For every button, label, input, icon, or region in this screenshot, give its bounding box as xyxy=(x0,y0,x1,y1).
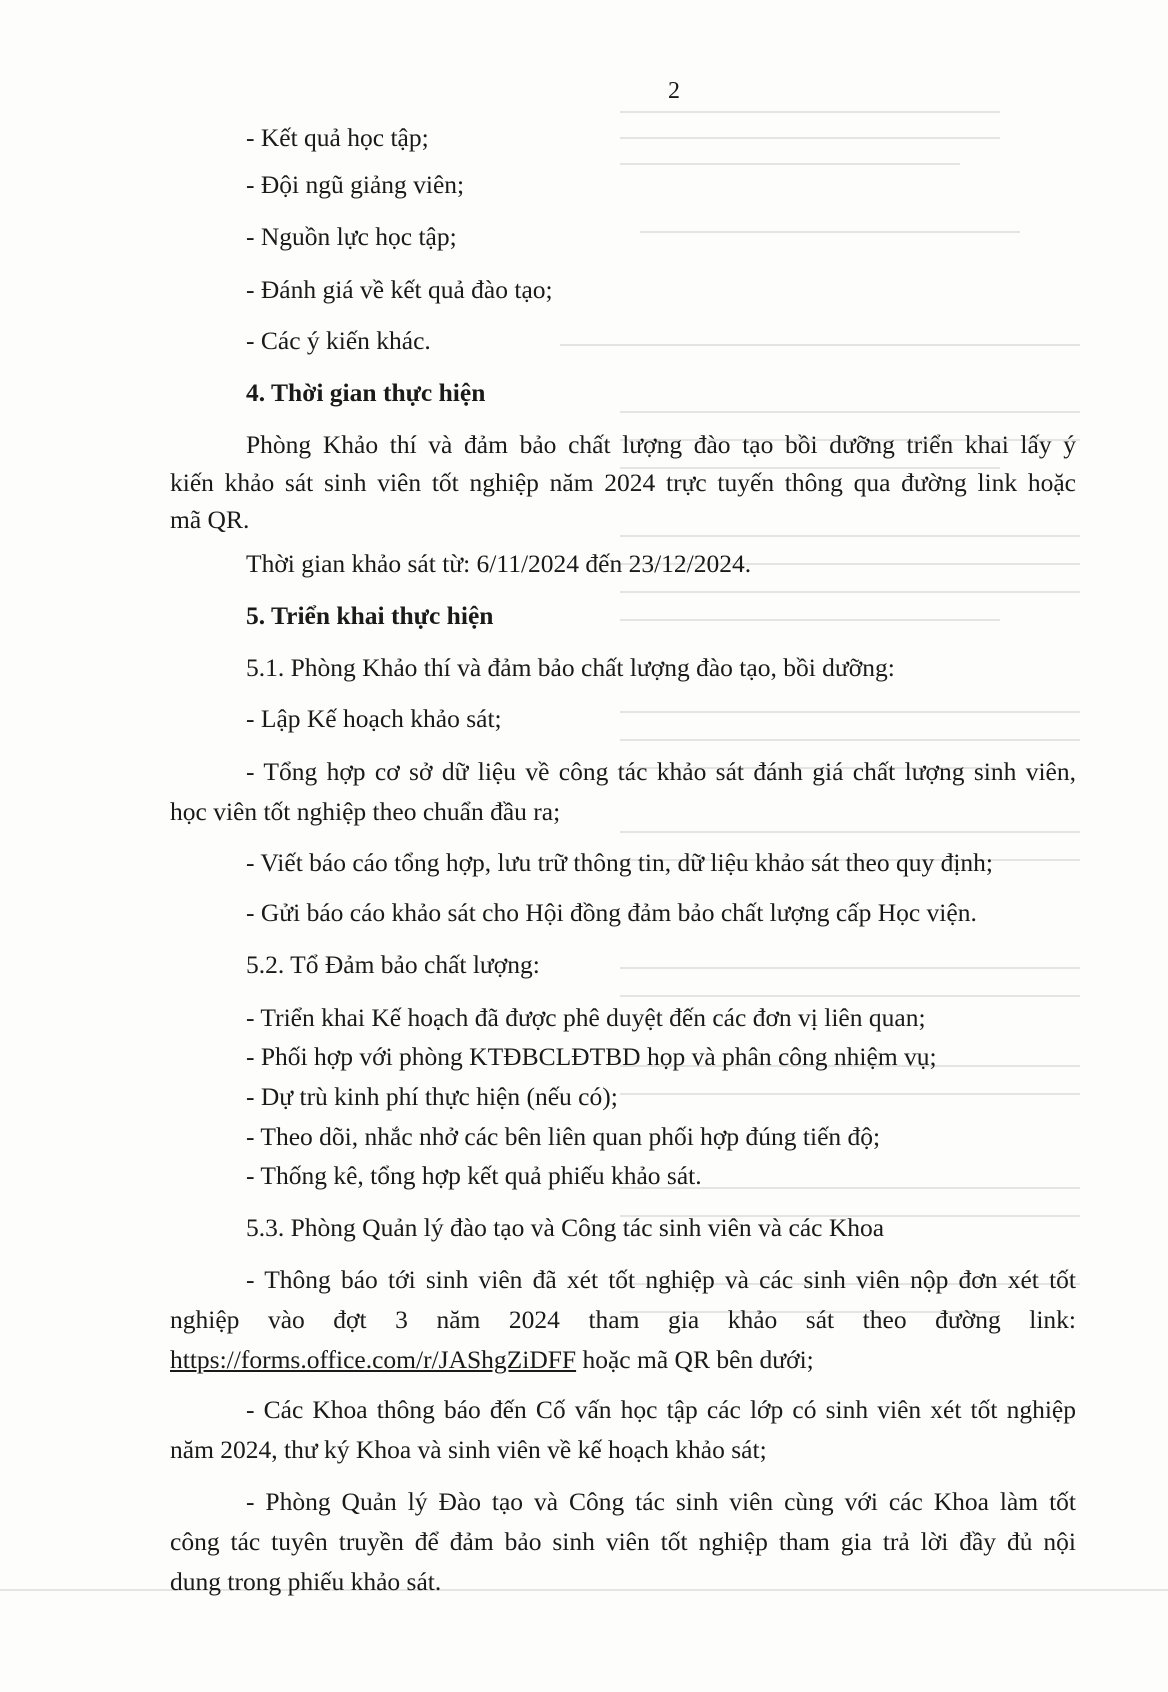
list-item: năm 2024, thư ký Khoa và sinh viên về kế hoạch khảo sát; xyxy=(170,1435,767,1464)
list-item: - Thống kê, tổng hợp kết quả phiếu khảo sát. xyxy=(246,1161,702,1190)
list-item: nghiệp vào đợt 3 năm 2024 tham gia khảo sát theo đường link: xyxy=(170,1305,1076,1334)
list-item: - Viết báo cáo tổng hợp, lưu trữ thông tin, dữ liệu khảo sát theo quy định; xyxy=(246,848,994,877)
list-item: - Thông báo tới sinh viên đã xét tốt nghiệp và các sinh viên nộp đơn xét tốt xyxy=(246,1265,1076,1294)
section-heading: 5. Triển khai thực hiện xyxy=(246,601,494,630)
list-item: - Kết quả học tập; xyxy=(246,123,429,152)
list-item: công tác tuyên truyền để đảm bảo sinh viên tốt nghiệp tham gia trả lời đầy đủ nội xyxy=(170,1527,1076,1556)
list-item: - Đội ngũ giảng viên; xyxy=(246,170,465,199)
list-item: - Lập Kế hoạch khảo sát; xyxy=(246,704,502,733)
list-item: - Dự trù kinh phí thực hiện (nếu có); xyxy=(246,1082,618,1111)
list-item: - Nguồn lực học tập; xyxy=(246,222,457,251)
list-item: - Triển khai Kế hoạch đã được phê duyệt đến các đơn vị liên quan; xyxy=(246,1003,926,1032)
list-item: - Đánh giá về kết quả đào tạo; xyxy=(246,275,553,304)
paragraph-line: Thời gian khảo sát từ: 6/11/2024 đến 23/12/2024. xyxy=(246,549,752,578)
document-page xyxy=(170,0,1090,1692)
list-item: - Phối hợp với phòng KTĐBCLĐTBD họp và phân công nhiệm vụ; xyxy=(246,1042,937,1071)
list-item: - Theo dõi, nhắc nhở các bên liên quan phối hợp đúng tiến độ; xyxy=(246,1122,881,1151)
paragraph-line: Phòng Khảo thí và đảm bảo chất lượng đào tạo bồi dưỡng triển khai lấy ý xyxy=(246,430,1076,459)
list-item: học viên tốt nghiệp theo chuẩn đầu ra; xyxy=(170,797,561,826)
list-item: - Gửi báo cáo khảo sát cho Hội đồng đảm bảo chất lượng cấp Học viện. xyxy=(246,898,977,927)
list-item: - Tổng hợp cơ sở dữ liệu về công tác khảo sát đánh giá chất lượng sinh viên, xyxy=(246,757,1076,786)
subsection-heading: 5.2. Tổ Đảm bảo chất lượng: xyxy=(246,950,540,979)
list-item: dung trong phiếu khảo sát. xyxy=(170,1567,442,1596)
subsection-heading: 5.1. Phòng Khảo thí và đảm bảo chất lượng đào tạo, bồi dưỡng: xyxy=(246,653,895,682)
list-item xyxy=(170,1345,814,1375)
section-heading: 4. Thời gian thực hiện xyxy=(246,378,486,407)
subsection-heading: 5.3. Phòng Quản lý đào tạo và Công tác sinh viên và các Khoa xyxy=(246,1213,885,1242)
list-item: - Phòng Quản lý Đào tạo và Công tác sinh viên cùng với các Khoa làm tốt xyxy=(246,1487,1076,1516)
list-item-text: hoặc mã QR bên dưới; xyxy=(576,1345,814,1374)
paragraph-line: kiến khảo sát sinh viên tốt nghiệp năm 2024 trực tuyến thông qua đường link hoặc xyxy=(170,468,1076,497)
page-number: 2 xyxy=(668,78,680,104)
paragraph-line: mã QR. xyxy=(170,505,250,534)
list-item: - Các ý kiến khác. xyxy=(246,326,431,355)
survey-link[interactable]: https://forms.office.com/r/JAShgZiDFF xyxy=(170,1345,577,1374)
list-item: - Các Khoa thông báo đến Cố vấn học tập các lớp có sinh viên xét tốt nghiệp xyxy=(246,1395,1076,1424)
